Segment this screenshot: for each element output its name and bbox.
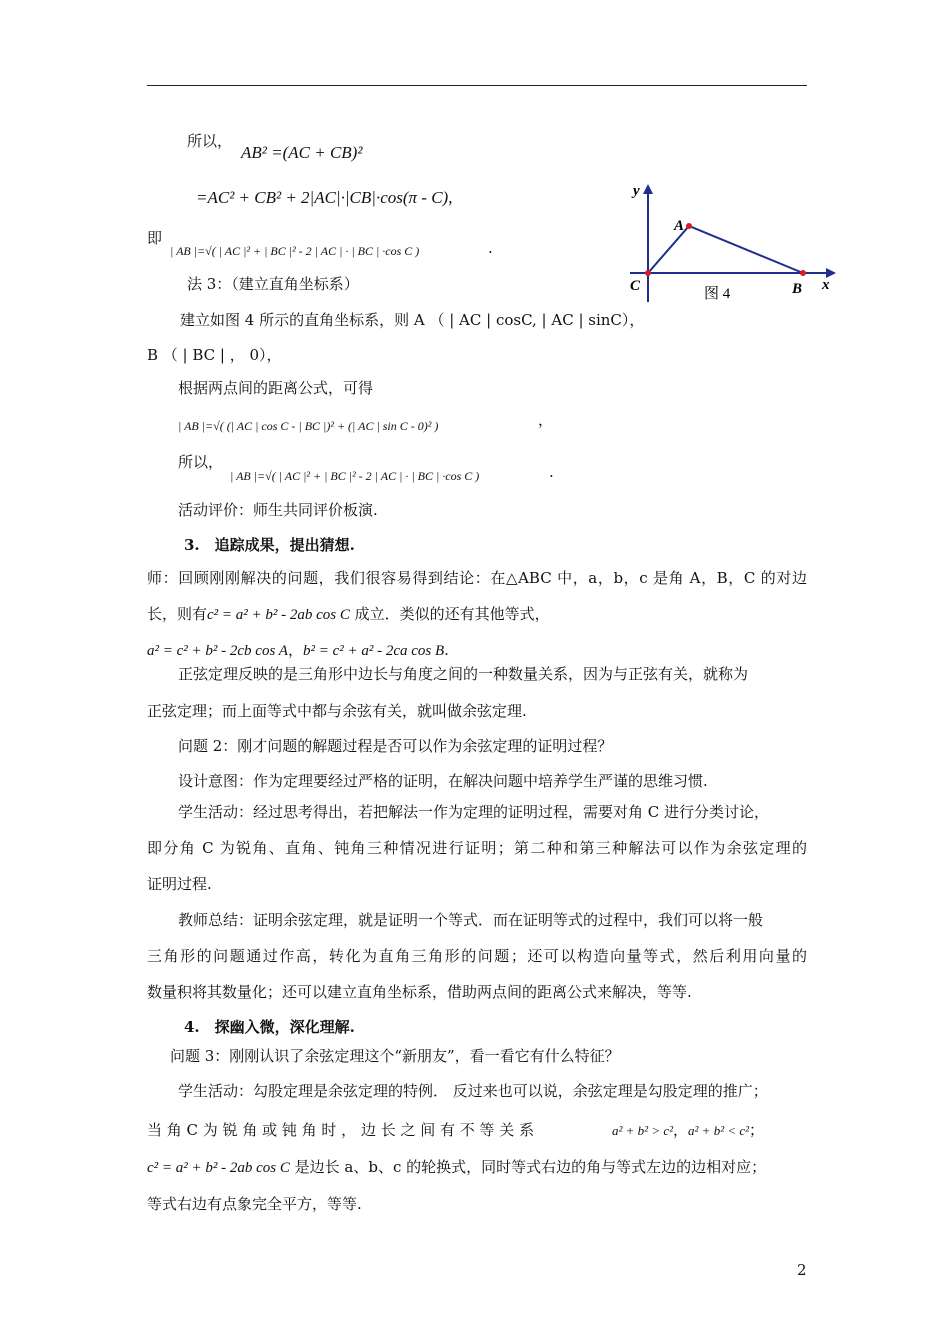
point-c	[645, 270, 651, 276]
label-b: B	[792, 281, 803, 297]
equation-law-of-cosines-2: | AB |=√( | AC |² + | BC |² - 2 | AC | · | BC | ·cos C )	[230, 469, 480, 483]
text-teacher-summary-1: 教师总结：证明余弦定理，就是证明一个等式．而在证明等式的过程中，我们可以将一般	[178, 911, 764, 929]
text-student-activity-2a: 学生活动：勾股定理是余弦定理的特例． 反过来也可以说，余弦定理是勾股定理的推广；	[178, 1082, 768, 1100]
text-student-activity-1b: 即分角 C 为锐角、直角、钝角三种情况进行证明；第二种和第三种解法可以作为余弦定理的	[147, 839, 807, 857]
section-3-title: 3. 追踪成果，提出猜想.	[184, 536, 355, 554]
equation-ab-squared: AB² =(AC + CB)²	[241, 143, 363, 162]
label-x: x	[822, 277, 830, 293]
label-y: y	[633, 183, 640, 199]
text-question-2: 问题 2：刚才问题的解题过程是否可以作为余弦定理的证明过程？	[178, 737, 613, 755]
text-teacher-summary-3: 数量积将其数量化；还可以建立直角坐标系，借助两点间的距离公式来解决，等等.	[147, 983, 692, 1001]
text-teacher-recap-2-pre: 长，则有	[147, 605, 208, 623]
text-distance-intro: 根据两点间的距离公式，可得	[178, 379, 374, 397]
equation-c-squared-2: c² = a² + b² - 2ab cos C	[147, 1160, 290, 1176]
text-sine-law-2: 正弦定理；而上面等式中都与余弦有关，就叫做余弦定理.	[147, 702, 527, 720]
text-activity-evaluation: 活动评价：师生共同评价板演.	[178, 501, 378, 519]
point-b	[800, 270, 806, 276]
figure-4-coordinate-diagram	[620, 178, 845, 302]
label-c: C	[630, 278, 641, 294]
section-4-title: 4. 探幽入微，深化理解.	[184, 1018, 355, 1036]
equation-law-of-cosines: | AB |=√( | AC |² + | BC |² - 2 | AC | · | BC | ·cos C )	[170, 244, 420, 258]
text-point-b: B （ | BC | ， 0），	[147, 346, 282, 364]
text-suoyi-1: 所以，	[187, 132, 233, 150]
figure-caption: 图 4	[704, 286, 731, 302]
inequality-obtuse: a² + b² < c²	[688, 1123, 750, 1138]
text-student-activity-1c: 证明过程.	[147, 875, 212, 893]
text-question-3: 问题 3：刚刚认识了余弦定理这个“新朋友”，看一看它有什么特征？	[170, 1047, 620, 1065]
equation-distance-end: ，	[538, 411, 554, 429]
text-student-activity-2d: 等式右边有点象完全平方，等等.	[147, 1195, 362, 1213]
text-design-intent: 设计意图：作为定理要经过严格的证明，在解决问题中培养学生严谨的思维习惯.	[178, 772, 708, 790]
triangle-abc	[648, 226, 803, 273]
inequality-acute: a² + b² > c²	[612, 1123, 674, 1138]
equation-law-2-end: .	[549, 463, 554, 481]
inequality-separator: ，	[673, 1121, 689, 1139]
equation-end: .	[444, 641, 449, 659]
page-number: 2	[797, 1261, 807, 1279]
text-teacher-recap-1: 师：回顾刚刚解决的问题，我们很容易得到结论：在△ABC 中，a，b，c 是角 A，B，C 的对边	[147, 569, 807, 587]
text-teacher-recap-2-post: 成立．类似的还有其他等式，	[349, 605, 550, 623]
method-3-heading: 法 3：（建立直角坐标系）	[187, 275, 359, 293]
text-teacher-summary-2: 三角形的问题通过作高，转化为直角三角形的问题；还可以构造向量等式，然后利用向量的	[147, 947, 807, 965]
text-sine-law-1: 正弦定理反映的是三角形中边长与角度之间的一种数量关系，因为与正弦有关，就称为	[178, 665, 749, 683]
equation-distance: | AB |=√( (| AC | cos C - | BC |)² + (| AC | sin C - 0)² )	[178, 419, 439, 433]
label-a: A	[674, 218, 685, 234]
point-a	[686, 223, 692, 229]
equation-c-squared: c² = a² + b² - 2ab cos C	[207, 607, 350, 623]
inequality-end: ；	[749, 1121, 765, 1139]
text-ji: 即	[147, 229, 163, 247]
equation-expansion: =AC² + CB² + 2|AC|·|CB|·cos(π - C),	[196, 188, 453, 207]
text-student-activity-1a: 学生活动：经过思考得出，若把解法一作为定理的证明过程，需要对角 C 进行分类讨论，	[178, 803, 770, 821]
text-coordinate-intro: 建立如图 4 所示的直角坐标系，则 A （ | AC | cosC, | AC | sinC），	[180, 311, 645, 329]
equation-b-squared: b² = c² + a² - 2ca cos B	[302, 643, 445, 659]
header-rule	[147, 85, 807, 86]
text-student-activity-2c: 是边长 a、b、c 的轮换式，同时等式右边的角与等式左边的边相对应；	[289, 1158, 767, 1176]
equation-separator: ，	[287, 641, 303, 659]
text-suoyi-2: 所以，	[178, 453, 224, 471]
text-student-activity-2b: 当 角 C 为 锐 角 或 钝 角 时 ， 边 长 之 间 有 不 等 关 系	[147, 1121, 535, 1139]
equation-law-end: .	[488, 239, 493, 257]
equation-a-squared: a² = c² + b² - 2cb cos A	[147, 643, 288, 659]
y-axis-arrow-icon	[643, 184, 653, 194]
